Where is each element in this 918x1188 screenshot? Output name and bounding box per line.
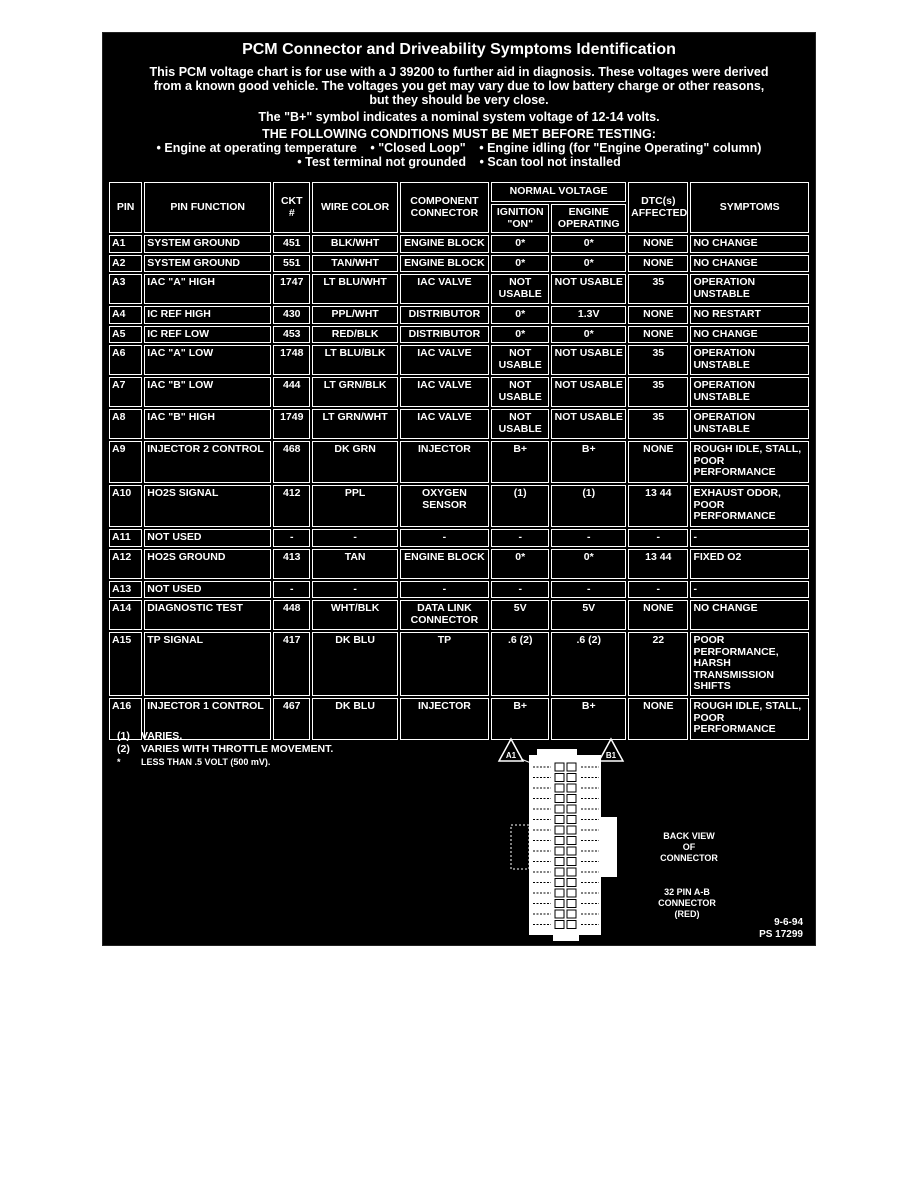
component-cell: DATA LINK CONNECTOR: [400, 600, 489, 630]
header-pin: PIN: [109, 182, 142, 233]
pin-cell: A11: [109, 529, 142, 547]
ckt-cell: 453: [273, 326, 310, 344]
pin-cell: A7: [109, 377, 142, 407]
ignition-on-cell: B+: [491, 441, 549, 483]
condition-item: • Engine at operating temperature: [156, 141, 357, 155]
wire-color-cell: LT BLU/BLK: [312, 345, 397, 375]
view-label-2: OF: [682, 842, 696, 852]
engine-operating-cell: 1.3V: [551, 306, 626, 324]
table-row: [109, 441, 809, 483]
doc-date: 9-6-94: [774, 917, 803, 928]
pin-function-cell: INJECTOR 2 CONTROL: [144, 441, 271, 483]
conditions-title: THE FOLLOWING CONDITIONS MUST BE MET BEFORE TESTING:: [262, 127, 656, 141]
condition-item: • Test terminal not grounded: [297, 155, 467, 169]
engine-operating-cell: 0*: [551, 549, 626, 579]
header-ckt: CKT #: [273, 182, 310, 233]
pin-function-cell: HO2S SIGNAL: [144, 485, 271, 527]
pin-function-cell: HO2S GROUND: [144, 549, 271, 579]
dtc-cell: -: [628, 581, 688, 599]
pin-cell: A14: [109, 600, 142, 630]
table-row: [109, 485, 809, 527]
table-row: [109, 377, 809, 407]
ignition-on-cell: -: [491, 581, 549, 599]
engine-operating-cell: 0*: [551, 235, 626, 253]
pin-function-cell: SYSTEM GROUND: [144, 255, 271, 273]
wire-color-cell: DK BLU: [312, 698, 397, 740]
doc-ref: PS 17299: [759, 929, 803, 940]
label-a1: A1: [505, 751, 517, 760]
ignition-on-cell: 0*: [491, 255, 549, 273]
ckt-cell: 1749: [273, 409, 310, 439]
wire-color-cell: LT GRN/BLK: [312, 377, 397, 407]
bplus-note: The "B+" symbol indicates a nominal system voltage of 12-14 volts.: [258, 110, 660, 124]
header-normal-voltage: NORMAL VOLTAGE: [491, 182, 626, 202]
wire-color-cell: PPL: [312, 485, 397, 527]
wire-color-cell: PPL/WHT: [312, 306, 397, 324]
dtc-cell: 35: [628, 377, 688, 407]
header-pin-function: PIN FUNCTION: [144, 182, 271, 233]
connector-body: [529, 755, 601, 935]
symptoms-cell: -: [690, 581, 809, 599]
engine-operating-cell: (1): [551, 485, 626, 527]
pcm-chart-sheet: [102, 32, 816, 946]
ignition-on-cell: 0*: [491, 235, 549, 253]
engine-operating-cell: .6 (2): [551, 632, 626, 696]
pin-function-cell: TP SIGNAL: [144, 632, 271, 696]
engine-operating-cell: 0*: [551, 255, 626, 273]
component-cell: -: [400, 581, 489, 599]
footnotes: [117, 730, 333, 769]
component-cell: ENGINE BLOCK: [400, 549, 489, 579]
intro-line-3: but they should be very close.: [369, 93, 549, 107]
engine-operating-cell: B+: [551, 698, 626, 740]
table-row: [109, 274, 809, 304]
symptoms-cell: NO CHANGE: [690, 255, 809, 273]
pin-table: [107, 180, 811, 742]
dtc-cell: 22: [628, 632, 688, 696]
component-cell: TP: [400, 632, 489, 696]
condition-item: • Scan tool not installed: [479, 155, 621, 169]
component-cell: ENGINE BLOCK: [400, 255, 489, 273]
dtc-cell: 13 44: [628, 485, 688, 527]
table-row: [109, 549, 809, 579]
dtc-cell: 35: [628, 345, 688, 375]
ckt-cell: 468: [273, 441, 310, 483]
chart-title: PCM Connector and Driveability Symptoms Identification: [242, 41, 676, 58]
pin-function-cell: NOT USED: [144, 529, 271, 547]
ignition-on-cell: B+: [491, 698, 549, 740]
component-cell: IAC VALVE: [400, 409, 489, 439]
header-dtc: DTC(s) AFFECTED: [628, 182, 688, 233]
pin-function-cell: IC REF HIGH: [144, 306, 271, 324]
wire-color-cell: DK GRN: [312, 441, 397, 483]
symptoms-cell: OPERATION UNSTABLE: [690, 409, 809, 439]
table-row: [109, 600, 809, 630]
symptoms-cell: OPERATION UNSTABLE: [690, 345, 809, 375]
pin-function-cell: IAC "B" LOW: [144, 377, 271, 407]
pin-function-cell: SYSTEM GROUND: [144, 235, 271, 253]
connector-label-3: (RED): [674, 909, 700, 919]
pin-function-cell: IAC "B" HIGH: [144, 409, 271, 439]
condition-item: • Engine idling (for "Engine Operating" column): [479, 141, 762, 155]
engine-operating-cell: NOT USABLE: [551, 345, 626, 375]
dtc-cell: NONE: [628, 235, 688, 253]
table-row: [109, 581, 809, 599]
wire-color-cell: BLK/WHT: [312, 235, 397, 253]
ignition-on-cell: 0*: [491, 306, 549, 324]
wire-color-cell: TAN: [312, 549, 397, 579]
engine-operating-cell: 0*: [551, 326, 626, 344]
component-cell: -: [400, 529, 489, 547]
wire-color-cell: RED/BLK: [312, 326, 397, 344]
wire-color-cell: LT GRN/WHT: [312, 409, 397, 439]
label-b1: B1: [605, 751, 617, 760]
ckt-cell: 444: [273, 377, 310, 407]
dtc-cell: NONE: [628, 441, 688, 483]
engine-operating-cell: NOT USABLE: [551, 409, 626, 439]
conditions-line-2: [103, 155, 815, 169]
header-wire-color: WIRE COLOR: [312, 182, 397, 233]
symptoms-cell: NO CHANGE: [690, 326, 809, 344]
engine-operating-cell: 5V: [551, 600, 626, 630]
ckt-cell: 467: [273, 698, 310, 740]
view-label-3: CONNECTOR: [660, 853, 718, 863]
intro-line-2: from a known good vehicle. The voltages you get may vary due to low battery charge or other reasons,: [153, 79, 765, 93]
ignition-on-cell: (1): [491, 485, 549, 527]
component-cell: ENGINE BLOCK: [400, 235, 489, 253]
symptoms-cell: ROUGH IDLE, STALL, POOR PERFORMANCE: [690, 698, 809, 740]
table-row: [109, 306, 809, 324]
connector-diagram: [487, 737, 807, 943]
pin-function-cell: DIAGNOSTIC TEST: [144, 600, 271, 630]
symptoms-cell: NO CHANGE: [690, 235, 809, 253]
pin-cell: A8: [109, 409, 142, 439]
pin-cell: A12: [109, 549, 142, 579]
symptoms-cell: ROUGH IDLE, STALL, POOR PERFORMANCE: [690, 441, 809, 483]
ignition-on-cell: NOT USABLE: [491, 377, 549, 407]
document-reference: [759, 917, 803, 941]
ckt-cell: 1747: [273, 274, 310, 304]
intro-line-1: This PCM voltage chart is for use with a J 39200 to further aid in diagnosis. These voltages were derived: [149, 65, 769, 79]
pin-cell: A16: [109, 698, 142, 740]
pin-cell: A13: [109, 581, 142, 599]
conditions-line-1: [103, 141, 815, 155]
connector-label-1: 32 PIN A-B: [664, 887, 710, 897]
pin-cell: A1: [109, 235, 142, 253]
dtc-cell: NONE: [628, 255, 688, 273]
ckt-cell: -: [273, 581, 310, 599]
ignition-on-cell: NOT USABLE: [491, 274, 549, 304]
ckt-cell: 430: [273, 306, 310, 324]
header-ignition-on: IGNITION "ON": [491, 204, 549, 233]
symptoms-cell: OPERATION UNSTABLE: [690, 274, 809, 304]
component-cell: OXYGEN SENSOR: [400, 485, 489, 527]
header-engine-operating: ENGINE OPERATING: [551, 204, 626, 233]
pin-function-cell: INJECTOR 1 CONTROL: [144, 698, 271, 740]
table-row: [109, 326, 809, 344]
table-header-row: [109, 182, 809, 202]
wire-color-cell: TAN/WHT: [312, 255, 397, 273]
dtc-cell: 35: [628, 409, 688, 439]
ignition-on-cell: NOT USABLE: [491, 345, 549, 375]
pin-function-cell: NOT USED: [144, 581, 271, 599]
footnote-item: * LESS THAN .5 VOLT (500 mV).: [117, 757, 271, 767]
condition-item: • "Closed Loop": [370, 141, 466, 155]
table-row: [109, 235, 809, 253]
component-cell: DISTRIBUTOR: [400, 326, 489, 344]
component-cell: IAC VALVE: [400, 274, 489, 304]
pin-cell: A6: [109, 345, 142, 375]
engine-operating-cell: B+: [551, 441, 626, 483]
wire-color-cell: DK BLU: [312, 632, 397, 696]
wire-color-cell: -: [312, 529, 397, 547]
table-row: [109, 345, 809, 375]
ignition-on-cell: NOT USABLE: [491, 409, 549, 439]
footnote-item: (2) VARIES WITH THROTTLE MOVEMENT.: [117, 743, 334, 755]
header-component: COMPONENT CONNECTOR: [400, 182, 489, 233]
engine-operating-cell: NOT USABLE: [551, 274, 626, 304]
wire-color-cell: WHT/BLK: [312, 600, 397, 630]
symptoms-cell: OPERATION UNSTABLE: [690, 377, 809, 407]
dtc-cell: 35: [628, 274, 688, 304]
symptoms-cell: FIXED O2: [690, 549, 809, 579]
ckt-cell: 448: [273, 600, 310, 630]
component-cell: IAC VALVE: [400, 377, 489, 407]
view-label-1: BACK VIEW: [663, 831, 715, 841]
engine-operating-cell: -: [551, 581, 626, 599]
table-row: [109, 529, 809, 547]
symptoms-cell: -: [690, 529, 809, 547]
symptoms-cell: NO CHANGE: [690, 600, 809, 630]
ckt-cell: 413: [273, 549, 310, 579]
dtc-cell: -: [628, 529, 688, 547]
component-cell: INJECTOR: [400, 698, 489, 740]
pin-cell: A9: [109, 441, 142, 483]
ckt-cell: -: [273, 529, 310, 547]
pin-function-cell: IAC "A" LOW: [144, 345, 271, 375]
ignition-on-cell: .6 (2): [491, 632, 549, 696]
pin-function-cell: IAC "A" HIGH: [144, 274, 271, 304]
chart-header: [103, 41, 815, 169]
ckt-cell: 451: [273, 235, 310, 253]
pin-cell: A2: [109, 255, 142, 273]
dtc-cell: 13 44: [628, 549, 688, 579]
wire-color-cell: -: [312, 581, 397, 599]
ignition-on-cell: -: [491, 529, 549, 547]
connector-label-2: CONNECTOR: [658, 898, 716, 908]
ckt-cell: 417: [273, 632, 310, 696]
symptoms-cell: POOR PERFORMANCE, HARSH TRANSMISSION SHIFTS: [690, 632, 809, 696]
ignition-on-cell: 5V: [491, 600, 549, 630]
ignition-on-cell: 0*: [491, 549, 549, 579]
table-row: [109, 409, 809, 439]
dtc-cell: NONE: [628, 326, 688, 344]
component-cell: DISTRIBUTOR: [400, 306, 489, 324]
pin-cell: A5: [109, 326, 142, 344]
table-row: [109, 255, 809, 273]
component-cell: INJECTOR: [400, 441, 489, 483]
engine-operating-cell: -: [551, 529, 626, 547]
pin-function-cell: IC REF LOW: [144, 326, 271, 344]
dtc-cell: NONE: [628, 306, 688, 324]
wire-color-cell: LT BLU/WHT: [312, 274, 397, 304]
ignition-on-cell: 0*: [491, 326, 549, 344]
table-body: [109, 235, 809, 740]
ckt-cell: 412: [273, 485, 310, 527]
engine-operating-cell: NOT USABLE: [551, 377, 626, 407]
pin-cell: A10: [109, 485, 142, 527]
component-cell: IAC VALVE: [400, 345, 489, 375]
pin-cell: A3: [109, 274, 142, 304]
dtc-cell: NONE: [628, 600, 688, 630]
symptoms-cell: NO RESTART: [690, 306, 809, 324]
table-row: [109, 632, 809, 696]
ckt-cell: 1748: [273, 345, 310, 375]
dtc-cell: NONE: [628, 698, 688, 740]
header-symptoms: SYMPTOMS: [690, 182, 809, 233]
ckt-cell: 551: [273, 255, 310, 273]
pin-cell: A15: [109, 632, 142, 696]
footnote-item: (1) VARIES.: [117, 730, 183, 742]
symptoms-cell: EXHAUST ODOR, POOR PERFORMANCE: [690, 485, 809, 527]
pin-cell: A4: [109, 306, 142, 324]
